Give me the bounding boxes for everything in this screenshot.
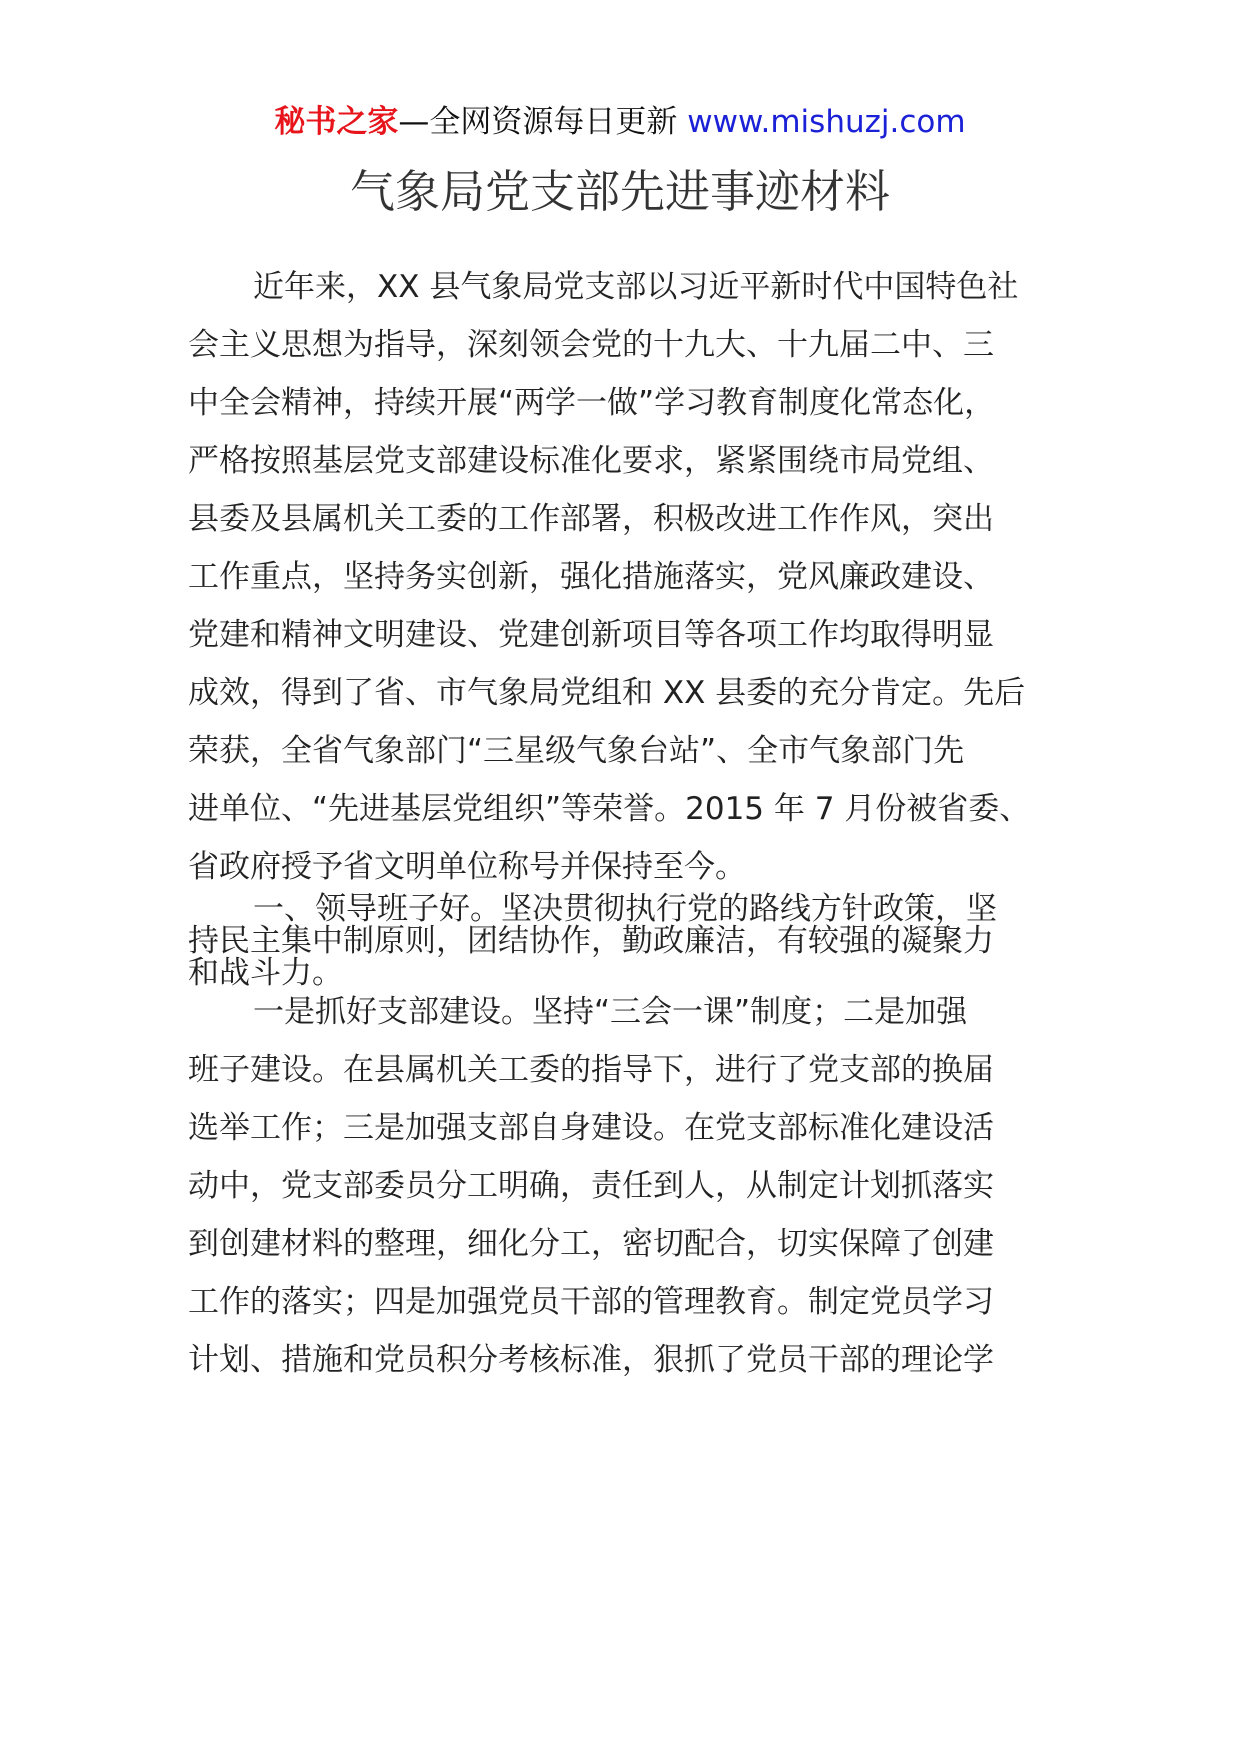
paragraph-1-line: 省政府授予省文明单位称号并保持至今。 xyxy=(188,849,746,885)
paragraph-1-line: 成效，得到了省、市气象局党组和 XX 县委的充分肯定。先后 xyxy=(188,675,1026,711)
paragraph-2-line: 一是抓好支部建设。坚持“三会一课”制度；二是加强 xyxy=(253,994,968,1030)
paragraph-1-line: 会主义思想为指导，深刻领会党的十九大、十九届二中、三 xyxy=(188,327,994,363)
brand-name: 秘书之家 xyxy=(274,104,399,140)
header-slogan: —全网资源每日更新 xyxy=(398,104,678,140)
paragraph-1-line: 严格按照基层党支部建设标准化要求，紧紧围绕市局党组、 xyxy=(188,443,994,479)
paragraph-1-line: 党建和精神文明建设、党建创新项目等各项工作均取得明显 xyxy=(188,617,994,653)
section-1-heading-line: 和战斗力。 xyxy=(188,955,343,991)
section-1-heading-line: 一、领导班子好。坚决贯彻执行党的路线方针政策，坚 xyxy=(253,891,997,927)
section-1-heading-line: 持民主集中制原则，团结协作，勤政廉洁，有较强的凝聚力 xyxy=(188,923,994,959)
paragraph-1-line: 荣获，全省气象部门“三星级气象台站”、全市气象部门先 xyxy=(188,733,965,769)
paragraph-2-line: 动中，党支部委员分工明确，责任到人，从制定计划抓落实 xyxy=(188,1168,994,1204)
paragraph-1-line: 进单位、“先进基层党组织”等荣誉。2015 年 7 月份被省委、 xyxy=(188,791,1031,827)
paragraph-2-line: 班子建设。在县属机关工委的指导下，进行了党支部的换届 xyxy=(188,1052,994,1088)
paragraph-2-line: 到创建材料的整理，细化分工，密切配合，切实保障了创建 xyxy=(188,1226,994,1262)
paragraph-1-line: 县委及县属机关工委的工作部署，积极改进工作作风，突出 xyxy=(188,501,994,537)
paragraph-1-line: 中全会精神，持续开展“两学一做”学习教育制度化常态化， xyxy=(188,385,996,421)
page-header xyxy=(0,100,1240,144)
paragraph-1-line: 近年来，XX 县气象局党支部以习近平新时代中国特色社 xyxy=(253,269,1019,305)
paragraph-2-line: 计划、措施和党员积分考核标准，狠抓了党员干部的理论学 xyxy=(188,1342,994,1378)
paragraph-2-line: 工作的落实；四是加强党员干部的管理教育。制定党员学习 xyxy=(188,1284,994,1320)
paragraph-2-line: 选举工作；三是加强支部自身建设。在党支部标准化建设活 xyxy=(188,1110,994,1146)
site-url-link[interactable]: www.mishuzj.com xyxy=(687,104,966,140)
paragraph-1-line: 工作重点，坚持务实创新，强化措施落实，党风廉政建设、 xyxy=(188,559,994,595)
document-title: 气象局党支部先进事迹材料 xyxy=(349,165,890,218)
